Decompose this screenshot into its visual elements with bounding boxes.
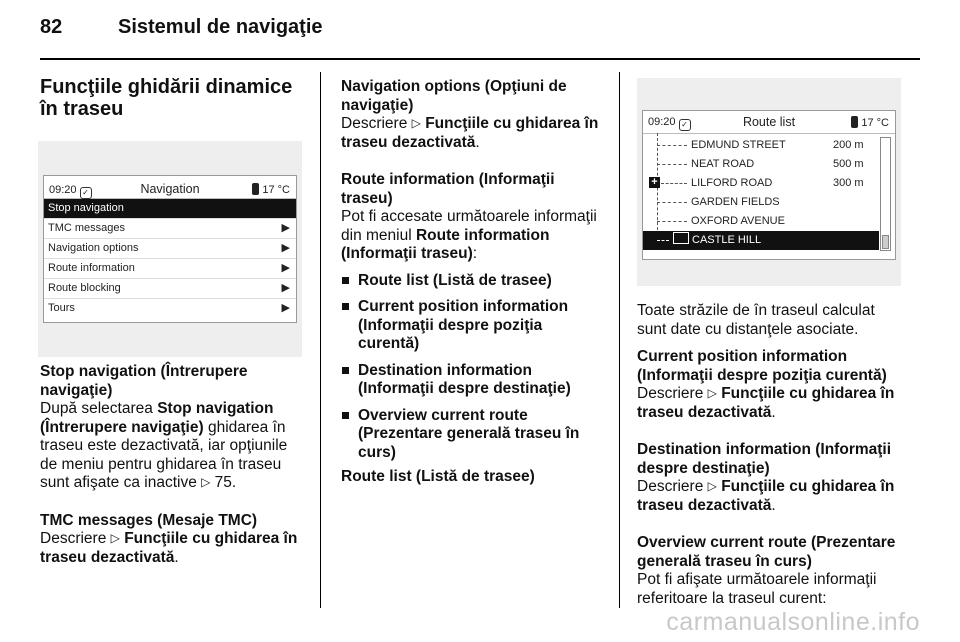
cross-reference-link[interactable]: Funcţiile cu ghidarea în traseu dezactivată [40,530,298,566]
overview-route-text: Pot fi afişate următoarele informaţii referitoare la traseul curent: [637,571,877,607]
clock-icon: ✓ [80,187,92,199]
clock: 09:20 ✓ [49,181,92,200]
bullet-icon [342,277,349,284]
navigation-options-title: Navigation options (Opţiuni de navigaţie) [341,78,567,114]
route-list [643,136,879,250]
tmc-messages-text: Descriere ▷ Funcţiile cu ghidarea în traseu dezactivată. [40,530,298,566]
section-heading: Funcţiile ghidării dinamice în traseu [40,76,293,120]
destination-flag-icon [673,232,689,244]
destination-info-title: Destination information (Informaţii despre destinaţie) [637,441,892,477]
page-reference[interactable]: 75. [214,474,237,491]
current-position-text: Descriere ▷ Funcţiile cu ghidarea în traseu dezactivată. [637,385,895,421]
expand-icon[interactable]: + [649,177,660,188]
route-row[interactable]: EDMUND STREET 200 m [643,136,879,155]
chevron-right-icon: ▶ [281,262,290,274]
scrollbar-thumb[interactable] [882,235,889,249]
list-item: Overview current route (Prezentare generală traseu în curs) [341,407,607,463]
nav-screen-header [44,176,296,199]
column-divider-1 [320,72,321,608]
menu-item-route-blocking[interactable]: Route blocking ▶ [44,279,296,299]
current-position-title: Current position information (Informaţii despre poziţia curentă) [637,348,887,384]
reference-arrow-icon: ▷ [201,475,211,489]
chevron-right-icon: ▶ [281,282,290,294]
stop-navigation-text: După selectarea Stop navigation (Întrerupere navigaţie) ghidarea în traseu este dezactivată, iar opţiunile de meniu pentru ghidarea în traseu sunt afişate ca inactive ▷ 75. [40,400,288,491]
clock: 09:20 ✓ [648,116,691,131]
menu-item-tours[interactable]: Tours ▶ [44,299,296,318]
clock-icon: ✓ [679,119,691,131]
nav-screen-title: Navigation [140,182,200,196]
list-item: Route list (Listă de trasee) [341,272,607,291]
route-row[interactable]: OXFORD AVENUE [643,212,879,231]
bullet-icon [342,303,349,310]
route-list-title: Route list (Listă de trasee) [341,468,535,485]
reference-arrow-icon: ▷ [110,531,120,545]
route-row[interactable]: + LILFORD ROAD 300 m [643,174,879,193]
menu-item-route-information[interactable]: Route information ▶ [44,259,296,279]
chevron-right-icon: ▶ [281,242,290,254]
stop-navigation-title: Stop navigation (Întrerupere navigaţie) [40,363,248,399]
route-information-text: Pot fi accesate următoarele informaţii din meniul Route information (Informaţii traseu): [341,208,597,262]
route-screen-title: Route list [742,115,796,129]
bullet-icon [342,412,349,419]
route-row[interactable]: GARDEN FIELDS [643,193,879,212]
watermark: carmanualsonline.info [666,608,920,636]
column-3 [637,302,907,608]
temperature: 17 °C [851,116,889,129]
column-1 [40,76,302,567]
cross-reference-link[interactable]: Funcţiile cu ghidarea în traseu dezactivată [341,115,599,151]
list-item: Destination information (Informaţii despre destinaţie) [341,362,607,399]
reference-arrow-icon: ▷ [707,386,717,400]
chevron-right-icon: ▶ [281,302,290,314]
temperature: 17 °C [252,181,290,200]
route-list-description: Toate străzile de în traseul calculat sunt date cu distanţele asociate. [637,302,875,338]
route-row-selected[interactable]: CASTLE HILL [643,231,879,250]
cross-reference-link[interactable]: Funcţiile cu ghidarea în traseu dezactivată [637,478,895,514]
overview-route-title: Overview current route (Prezentare generală traseu în curs) [637,534,896,570]
menu-item-stop-navigation[interactable]: Stop navigation [44,199,296,219]
menu-item-tmc-messages[interactable]: TMC messages ▶ [44,219,296,239]
cross-reference-link[interactable]: Funcţiile cu ghidarea în traseu dezactivată [637,385,895,421]
destination-info-text: Descriere ▷ Funcţiile cu ghidarea în traseu dezactivată. [637,478,895,514]
route-list-screen [642,110,896,260]
page-header [40,16,323,39]
route-information-title: Route information (Informaţii traseu) [341,171,555,207]
tmc-messages-title: TMC messages (Mesaje TMC) [40,511,258,529]
menu-item-navigation-options[interactable]: Navigation options ▶ [44,239,296,259]
list-item: Current position information (Informaţii despre poziţia curentă) [341,298,607,354]
column-2 [341,78,607,487]
bullet-icon [342,367,349,374]
thermometer-icon [252,183,259,195]
nav-screen [43,175,297,323]
reference-arrow-icon: ▷ [707,479,717,493]
nav-screen-figure [40,141,302,363]
chapter-title: Sistemul de navigaţie [118,16,323,38]
reference-arrow-icon: ▷ [411,116,421,130]
chevron-right-icon: ▶ [281,222,290,234]
route-screen-header [643,111,895,134]
route-row[interactable]: NEAT ROAD 500 m [643,155,879,174]
thermometer-icon [851,116,858,128]
route-info-list [341,272,607,463]
scrollbar[interactable] [880,137,891,251]
column-divider-2 [619,72,620,608]
header-rule [40,58,920,60]
page-number: 82 [40,16,63,38]
navigation-options-text: Descriere ▷ Funcţiile cu ghidarea în traseu dezactivată. [341,115,599,151]
